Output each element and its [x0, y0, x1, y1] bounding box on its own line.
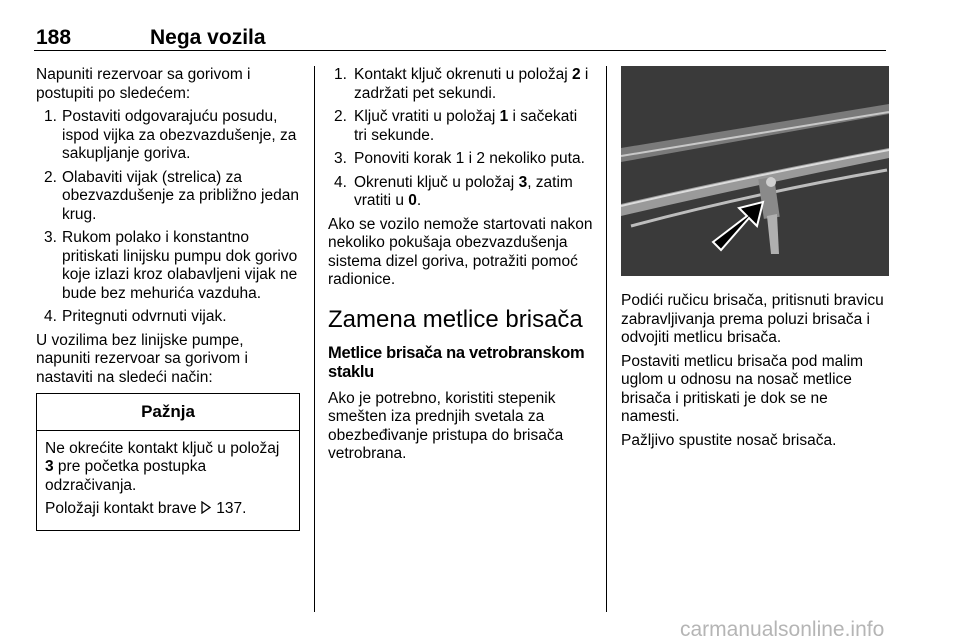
page-reference-icon — [201, 500, 212, 517]
list-item: 4. Okrenuti ključ u položaj 3, zatim vratiti u 0. — [334, 173, 573, 209]
column-divider — [606, 66, 607, 612]
page-title: Nega vozila — [150, 26, 266, 49]
column-divider — [314, 66, 315, 612]
section-title: Zamena metlice brisača — [328, 305, 583, 333]
ignition-steps-list — [328, 66, 594, 211]
page-header — [34, 24, 886, 51]
after-text: U vozilima bez linijske pumpe, napuniti rezervoar sa gorivom i nastaviti na sledeći način: — [36, 331, 248, 386]
notice-title: Pažnja — [37, 394, 299, 431]
paragraph: Pažljivo spustite nosač brisača. — [621, 431, 837, 449]
notice-text: Ne okrećite kontakt ključ u položaj 3 pre početka postupka odzračivanja. — [45, 439, 280, 494]
wiper-figure — [621, 66, 889, 276]
subsection-text: Ako je potrebno, koristiti stepenik smešten iza prednjih svetala za obezbeđivanje pristupa do brisača vetrobrana. — [328, 389, 564, 462]
list-item: 2. Olabaviti vijak (strelica) za obezvazdušenje za približno jedan krug. — [44, 168, 299, 223]
notice-box — [36, 393, 300, 531]
page-number: 188 — [36, 26, 72, 49]
help-paragraph: Ako se vozilo nemože startovati nakon nekoliko pokušaja obezvazdušenja sistema dizel goriva, potražiti pomoć radionice. — [328, 215, 593, 288]
paragraph: Podići ručicu brisača, pritisnuti bravicu zabravljivanja prema poluzi brisača i odvojiti metlicu brisača. — [621, 292, 884, 346]
subsection-title: Metlice brisača na vetrobranskom staklu — [328, 343, 585, 381]
paragraph: Postaviti metlicu brisača pod malim uglom u odnosu na nosač metlice brisača i pritiskati je dok se ne namesti. — [621, 352, 864, 425]
list-item: 3. Ponoviti korak 1 i 2 nekoliko puta. — [334, 150, 585, 167]
list-item: 4. Pritegnuti odvrnuti vijak. — [44, 308, 227, 325]
column-right — [621, 66, 889, 455]
list-item: 2. Ključ vratiti u položaj 1 i sačekati tri sekunde. — [334, 108, 578, 144]
bleed-steps-list — [36, 108, 300, 327]
column-left — [36, 66, 300, 531]
notice-reference[interactable]: Položaji kontakt brave 137. — [45, 500, 247, 517]
column-middle — [328, 66, 594, 469]
notice-body — [37, 431, 299, 530]
intro-text: Napuniti rezervoar sa gorivom i postupiti po sledećem: — [36, 66, 251, 102]
watermark: carmanualsonline.info — [680, 618, 885, 641]
list-item: 1. Postaviti odgovarajuću posudu, ispod vijka za obezvazdušenje, za sakupljanje goriva. — [44, 108, 297, 162]
list-item: 1. Kontakt ključ okrenuti u položaj 2 i zadržati pet sekundi. — [334, 66, 589, 102]
list-item: 3. Rukom polako i konstantno pritiskati linijsku pumpu dok gorivo koje izlazi kroz olabavljeni vijak ne bude bez mehurića vazduha. — [44, 229, 298, 302]
